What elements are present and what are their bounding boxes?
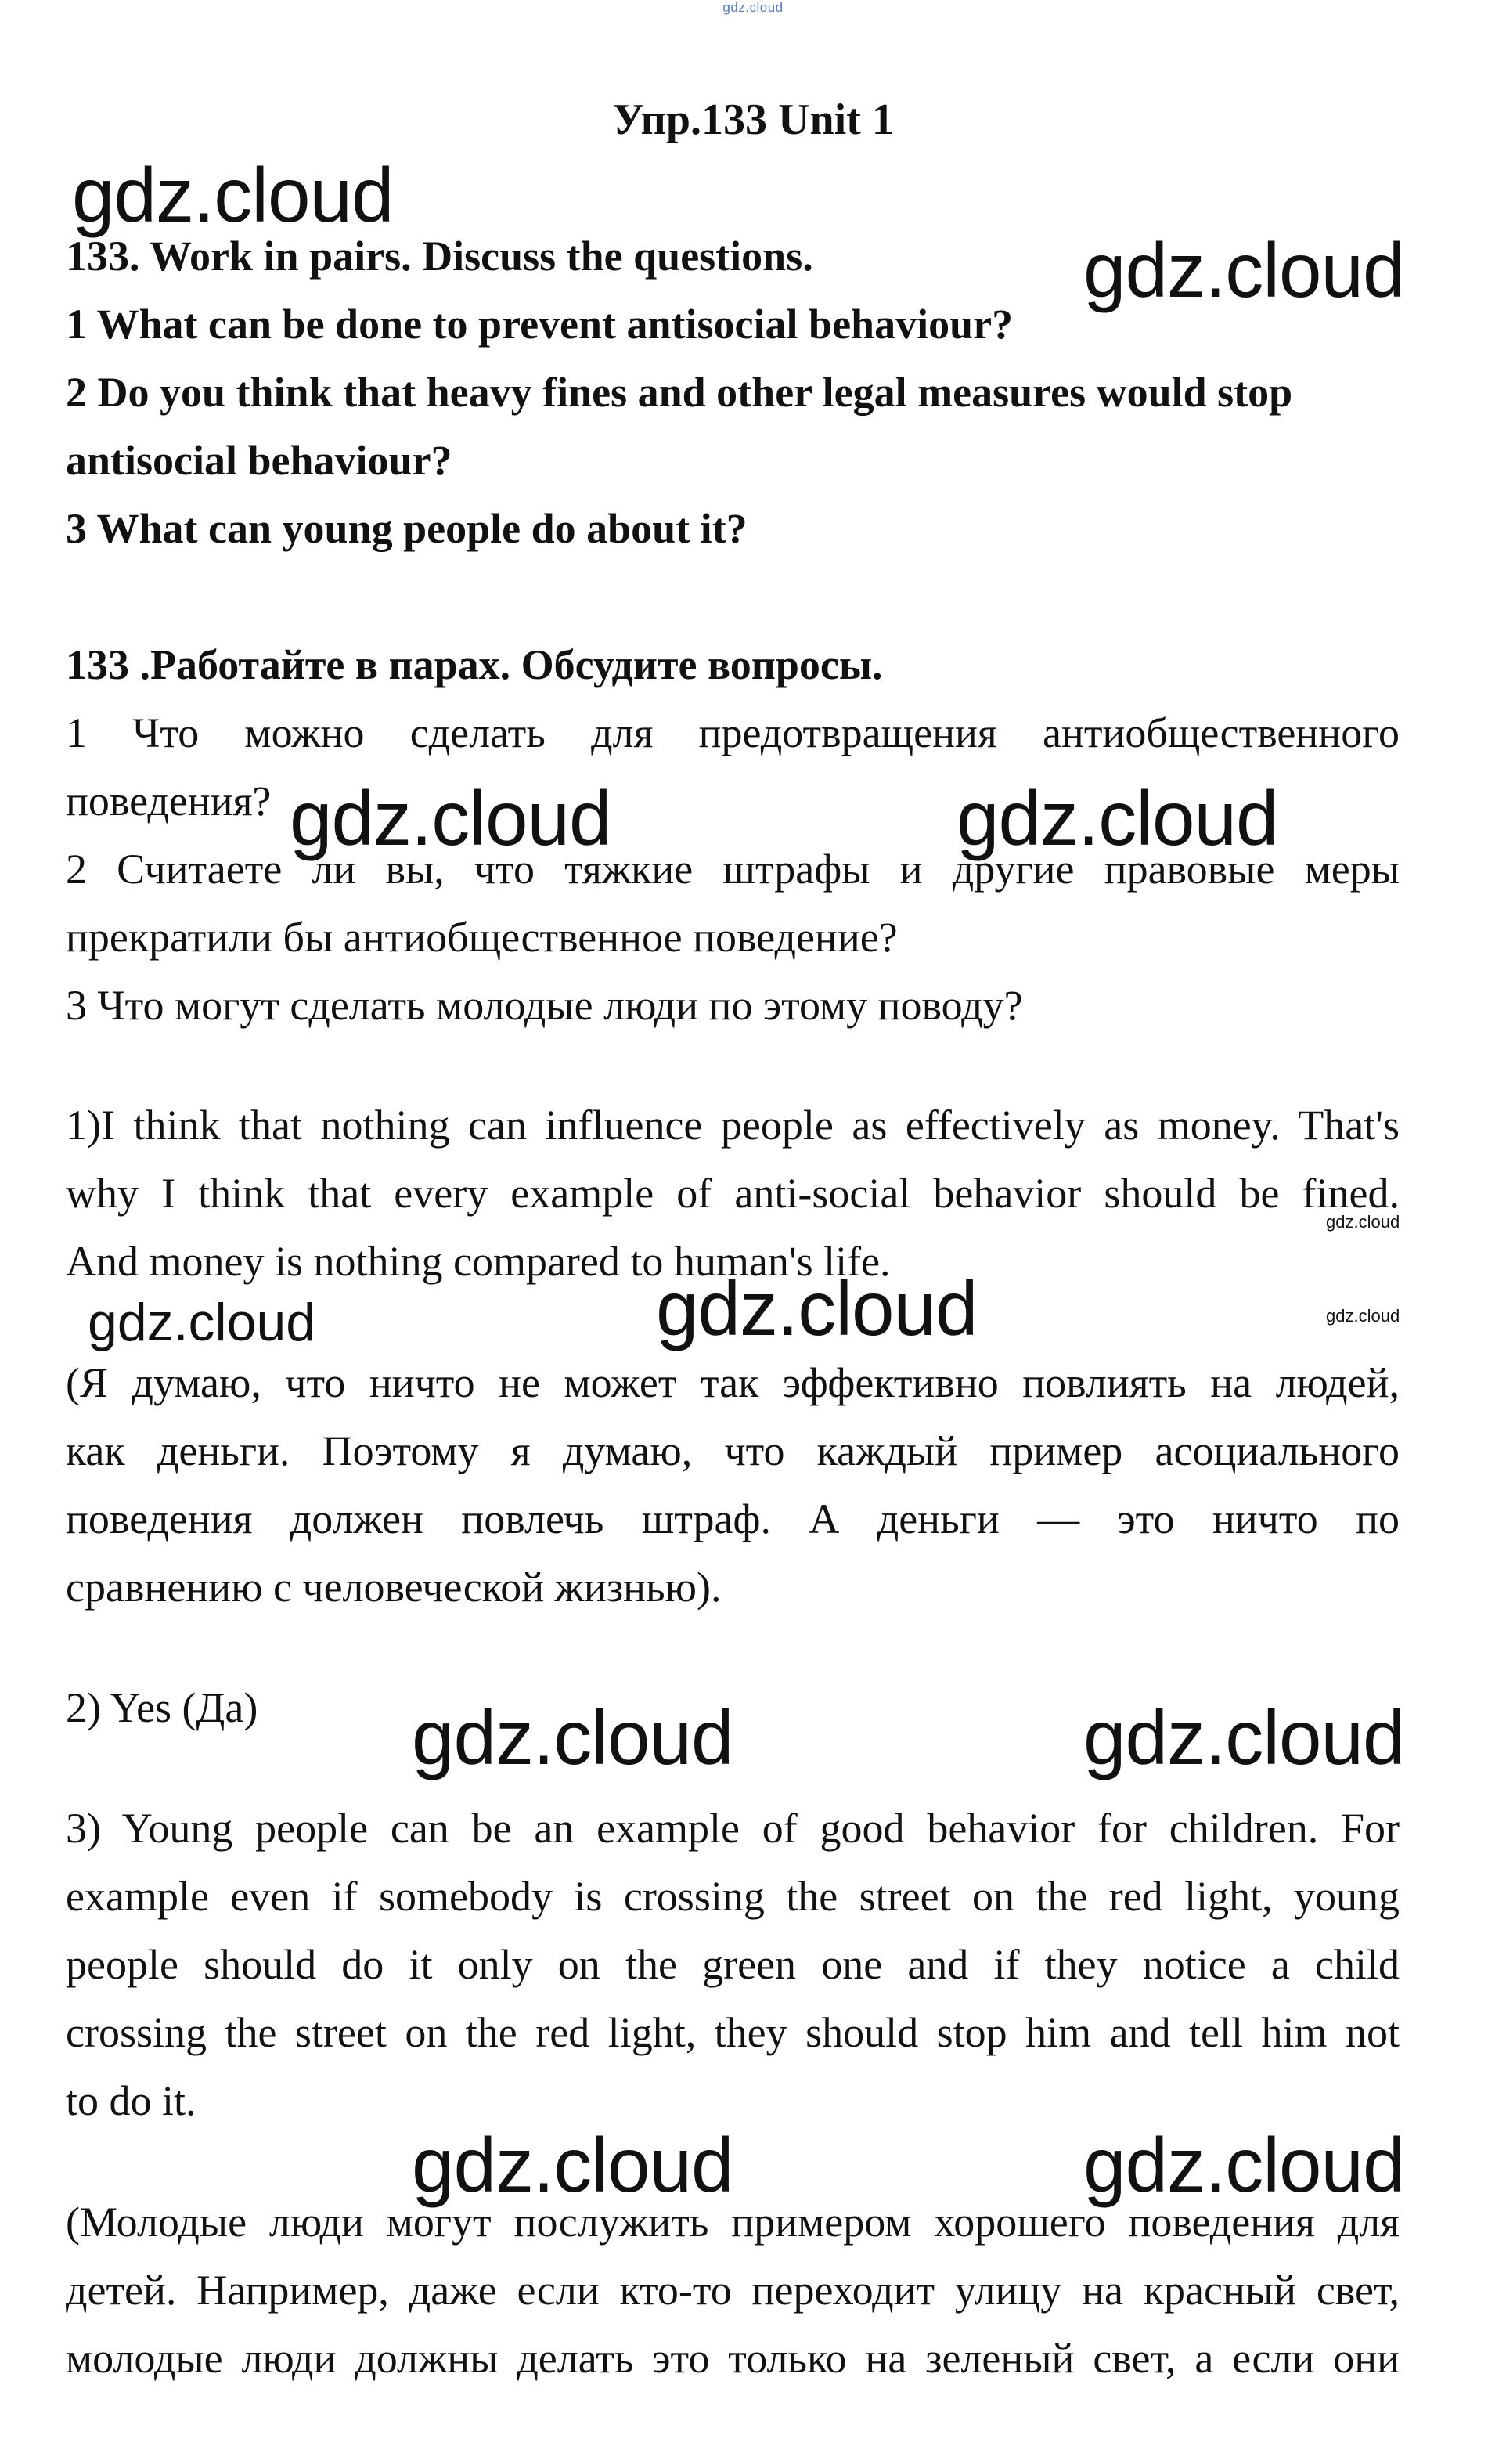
answer-1-ru-line-1: (Я думаю, что ничто не может так эффективно повлиять на людей, xyxy=(66,1359,1400,1406)
answer-2: 2) Yes (Да) xyxy=(66,1684,258,1731)
watermark: gdz.cloud xyxy=(1083,227,1405,313)
answer-1-en-line-2: why I think that every example of anti-social behavior should be fined. xyxy=(66,1170,1400,1217)
task-question-1-ru-line-2: поведения? xyxy=(66,777,272,824)
task-question-3-en: 3 What can young people do about it? xyxy=(66,505,748,552)
answer-3-en-line-2: example even if somebody is crossing the street on the red light, young xyxy=(66,1873,1400,1920)
task-question-2-ru-line-2: прекратили бы антиобщественное поведение? xyxy=(66,914,898,961)
answer-3-en-line-5: to do it. xyxy=(66,2077,196,2124)
watermark-small: gdz.cloud xyxy=(1326,1212,1400,1232)
answer-3-en-line-1: 3) Young people can be an example of good behavior for children. For xyxy=(66,1805,1400,1852)
answer-1-en-line-3: And money is nothing compared to human's life. xyxy=(66,1238,891,1285)
watermark: gdz.cloud xyxy=(656,1265,978,1351)
answer-3-en-line-3: people should do it only on the green one and if they notice a child xyxy=(66,1941,1400,1988)
top-watermark: gdz.cloud xyxy=(722,0,784,15)
watermark: gdz.cloud xyxy=(1083,1694,1405,1780)
answer-1-ru-line-2: как деньги. Поэтому я думаю, что каждый пример асоциального xyxy=(66,1427,1400,1474)
task-question-2-en-line-2: antisocial behaviour? xyxy=(66,437,452,484)
task-question-2-en-line-1: 2 Do you think that heavy fines and other legal measures would stop xyxy=(66,369,1293,416)
task-question-1-ru-line-1: 1 Что можно сделать для предотвращения антиобщественного xyxy=(66,709,1400,756)
answer-3-en-line-4: crossing the street on the red light, they should stop him and tell him not xyxy=(66,2009,1400,2056)
page-title: Упр.133 Unit 1 xyxy=(612,96,894,144)
task-heading-ru: 133 .Работайте в парах. Обсудите вопросы. xyxy=(66,641,883,688)
answer-3-ru-line-3: молодые люди должны делать это только на зеленый свет, а если они xyxy=(66,2335,1400,2382)
answer-1-en-line-1: 1)I think that nothing can influence people as effectively as money. That's xyxy=(66,1102,1400,1149)
answer-3-ru-line-2: детей. Например, даже если кто-то переходит улицу на красный свет, xyxy=(66,2267,1400,2314)
watermark: gdz.cloud xyxy=(957,775,1278,861)
watermark-medium: gdz.cloud xyxy=(88,1293,316,1352)
watermark: gdz.cloud xyxy=(412,2122,733,2208)
task-heading-en: 133. Work in pairs. Discuss the questions. xyxy=(66,233,813,280)
task-question-3-ru: 3 Что могут сделать молодые люди по этому поводу? xyxy=(66,982,1023,1029)
watermark: gdz.cloud xyxy=(1083,2122,1405,2208)
watermark-small: gdz.cloud xyxy=(1326,1306,1400,1326)
watermark: gdz.cloud xyxy=(72,152,394,238)
task-question-1-en: 1 What can be done to prevent antisocial behaviour? xyxy=(66,301,1014,348)
answer-3-ru-line-1: (Молодые люди могут послужить примером хорошего поведения для xyxy=(66,2199,1400,2246)
watermark: gdz.cloud xyxy=(412,1694,733,1780)
answer-1-ru-line-3: поведения должен повлечь штраф. А деньги — это ничто по xyxy=(66,1495,1400,1542)
task-question-2-ru-line-1: 2 Считаете ли вы, что тяжкие штрафы и другие правовые меры xyxy=(66,846,1400,893)
answer-1-ru-line-4: сравнению с человеческой жизнью). xyxy=(66,1564,722,1611)
watermark: gdz.cloud xyxy=(290,775,611,861)
